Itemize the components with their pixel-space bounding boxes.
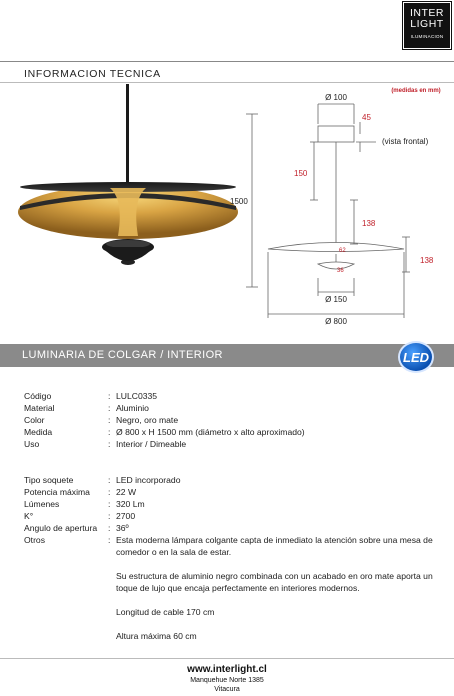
spec-value: 36º <box>116 523 129 533</box>
spec-key: Material <box>24 403 55 413</box>
logo-line-1: INTER <box>410 7 444 19</box>
spec-value: Negro, oro mate <box>116 415 179 425</box>
spec-key: Medida <box>24 427 53 437</box>
footer-city: Vitacura <box>214 686 240 693</box>
spec-key: Angulo de apertura <box>24 523 98 533</box>
spec-row-uso: Uso : Interior / Dimeable <box>24 439 187 449</box>
spec-key: Código <box>24 391 52 401</box>
spec-row-otros: Otros : Esta moderna lámpara colgante capta de inmediato la atención sobre una mesa de comedor o en la sala de estar. Su estructura de aluminio negro combinada con un acabado en oro mate aporta un toque de lujo que encaja perfectamente en interiores modernos. Longitud de cable 170 cm Altura máxima 60 cm <box>24 534 446 654</box>
spec-value: LED incorporado <box>116 475 181 485</box>
specs-general <box>24 390 305 450</box>
spec-row-lumenes: Lúmenes : 320 Lm <box>24 499 145 509</box>
spec-key: Uso <box>24 439 40 449</box>
dim-lower-segment: 138 <box>362 219 376 228</box>
spec-value: 2700 <box>116 511 136 521</box>
spec-key: Otros <box>24 535 46 545</box>
dim-cone-height: 36 <box>337 268 344 274</box>
dim-canopy-diameter: Ø 100 <box>325 93 347 102</box>
lamp-photo <box>18 84 238 265</box>
spec-row-color: Color : Negro, oro mate <box>24 415 179 425</box>
otros-paragraph: Esta moderna lámpara colgante capta de inmediato la atención sobre una mesa de comedor o en la sala de estar. <box>116 535 433 557</box>
spec-row-tipo-soquete: Tipo soquete : LED incorporado <box>24 475 181 485</box>
dim-side-height: 138 <box>420 256 434 265</box>
otros-paragraph: Altura máxima 60 cm <box>116 631 197 641</box>
spec-row-codigo: Código : LULC0335 <box>24 391 158 401</box>
spec-row-kelvin: K° : 2700 <box>24 511 136 521</box>
section-title: INFORMACION TECNICA <box>24 68 161 80</box>
spec-key: Color <box>24 415 45 425</box>
spec-key: Lúmenes <box>24 499 60 509</box>
spec-row-material: Material : Aluminio <box>24 403 149 413</box>
logo-line-2: LIGHT <box>410 18 444 30</box>
spec-value: Interior / Dimeable <box>116 439 187 449</box>
view-label: (vista frontal) <box>382 137 429 146</box>
spec-key: Tipo soquete <box>24 475 74 485</box>
logo-line-3: ILUMINACION <box>410 34 444 39</box>
dim-cone-diameter: Ø 150 <box>325 295 347 304</box>
spec-key: Potencia máxima <box>24 487 90 497</box>
specs-technical <box>24 474 446 654</box>
footer-rule <box>0 658 454 659</box>
spec-value: 320 Lm <box>116 499 145 509</box>
spec-value: Aluminio <box>116 403 149 413</box>
header-rule-top <box>0 61 454 62</box>
otros-description <box>116 534 446 654</box>
product-drawing <box>0 82 454 332</box>
spec-value: LULC0335 <box>116 391 158 401</box>
spec-value: 22 W <box>116 487 137 497</box>
led-badge-label: LED <box>403 350 429 365</box>
spec-row-medida: Medida : Ø 800 x H 1500 mm (diámetro x alto aproximado) <box>24 427 305 437</box>
dim-canopy-height: 45 <box>362 113 371 122</box>
footer-address: Manquehue Norte 1385 <box>190 677 264 684</box>
otros-paragraph: Longitud de cable 170 cm <box>116 607 215 617</box>
spec-row-potencia: Potencia máxima : 22 W <box>24 487 137 497</box>
units-note: (medidas en mm) <box>391 88 441 94</box>
dim-shade-diameter: Ø 800 <box>325 317 347 326</box>
spec-key: K° <box>24 511 34 521</box>
led-badge <box>398 341 434 373</box>
brand-logo <box>403 2 451 49</box>
dim-inner-height: 62 <box>339 248 346 254</box>
spec-row-angulo: Angulo de apertura : 36º <box>24 523 129 533</box>
dim-total-height: 1500 <box>230 197 248 206</box>
dim-cable-segment: 150 <box>294 169 308 178</box>
spec-value: Ø 800 x H 1500 mm (diámetro x alto aproximado) <box>116 427 305 437</box>
banner-title: LUMINARIA DE COLGAR / INTERIOR <box>22 349 223 361</box>
category-banner <box>0 344 454 367</box>
footer-url[interactable]: www.interlight.cl <box>187 664 267 675</box>
otros-paragraph: Su estructura de aluminio negro combinada con un acabado en oro mate aporta un toque de lujo que encaja perfectamente en interiores modernos. <box>116 571 433 593</box>
